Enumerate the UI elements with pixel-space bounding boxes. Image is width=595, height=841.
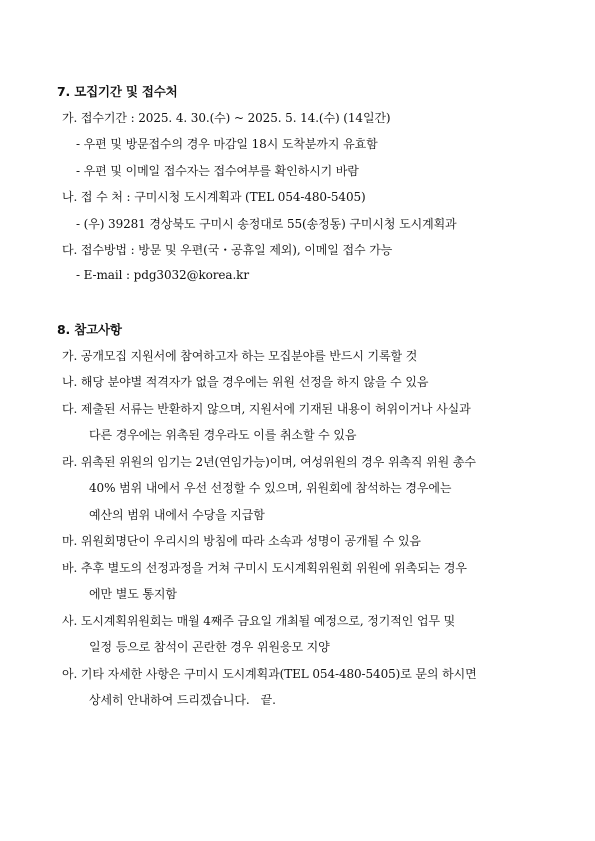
section-8-item-a-line2: 상세히 안내하여 드리겠습니다. 끝. <box>89 693 276 707</box>
section-8-item-da-line1: 다. 제출된 서류는 반환하지 않으며, 지원서에 기재된 내용이 허위이거나 사실과 <box>62 402 471 416</box>
section-8-item-sa-line1: 사. 도시계획위원회는 매월 4째주 금요일 개최될 예정으로, 정기적인 업무 및 <box>62 614 456 628</box>
section-7-item-ga-sub1: - 우편 및 방문접수의 경우 마감일 18시 도착분까지 유효함 <box>76 137 378 151</box>
section-8-item-sa-line2: 일정 등으로 참석이 곤란한 경우 위원응모 지양 <box>89 640 330 654</box>
section-7-item-ga: 가. 접수기간 : 2025. 4. 30.(수) ~ 2025. 5. 14.(수) (14일간) <box>62 111 391 125</box>
section-7-item-na-sub1: - (우) 39281 경상북도 구미시 송정대로 55(송정동) 구미시청 도시계획과 <box>76 217 457 231</box>
section-7-heading: 7. 모집기간 및 접수처 <box>57 84 178 99</box>
section-8-item-ma: 마. 위원회명단이 우리시의 방침에 따라 소속과 성명이 공개될 수 있음 <box>62 534 421 548</box>
section-7-item-na: 나. 접 수 처 : 구미시청 도시계획과 (TEL 054-480-5405) <box>62 190 366 204</box>
section-8-item-ra-line3: 예산의 범위 내에서 수당을 지급함 <box>89 508 265 522</box>
section-8-item-ba-line1: 바. 추후 별도의 선정과정을 거쳐 구미시 도시계획위원회 위원에 위촉되는 경우 <box>62 561 467 575</box>
section-8-item-da-line2: 다른 경우에는 위촉된 경우라도 이를 취소할 수 있음 <box>89 428 357 442</box>
section-8-item-na: 나. 해당 분야별 적격자가 없을 경우에는 위원 선정을 하지 않을 수 있음 <box>62 375 429 389</box>
section-8-item-ra-line2: 40% 범위 내에서 우선 선정할 수 있으며, 위원회에 참석하는 경우에는 <box>89 481 452 495</box>
section-7-item-da: 다. 접수방법 : 방문 및 우편(국・공휴일 제외), 이메일 접수 가능 <box>62 243 393 257</box>
section-8-heading: 8. 참고사항 <box>57 322 122 337</box>
section-7-item-ga-sub2: - 우편 및 이메일 접수자는 접수여부를 확인하시기 바람 <box>76 164 359 178</box>
section-8-item-ba-line2: 에만 별도 통지함 <box>89 587 177 601</box>
section-8-item-a-line1: 아. 기타 자세한 사항은 구미시 도시계획과(TEL 054-480-5405)로 문의 하시면 <box>62 667 477 681</box>
section-8-item-ra-line1: 라. 위촉된 위원의 임기는 2년(연임가능)이며, 여성위원의 경우 위촉직 위원 총수 <box>62 455 476 469</box>
section-8-item-ga: 가. 공개모집 지원서에 참여하고자 하는 모집분야를 반드시 기록할 것 <box>62 349 418 363</box>
section-7-item-da-sub1: - E-mail : pdg3032@korea.kr <box>76 268 249 282</box>
